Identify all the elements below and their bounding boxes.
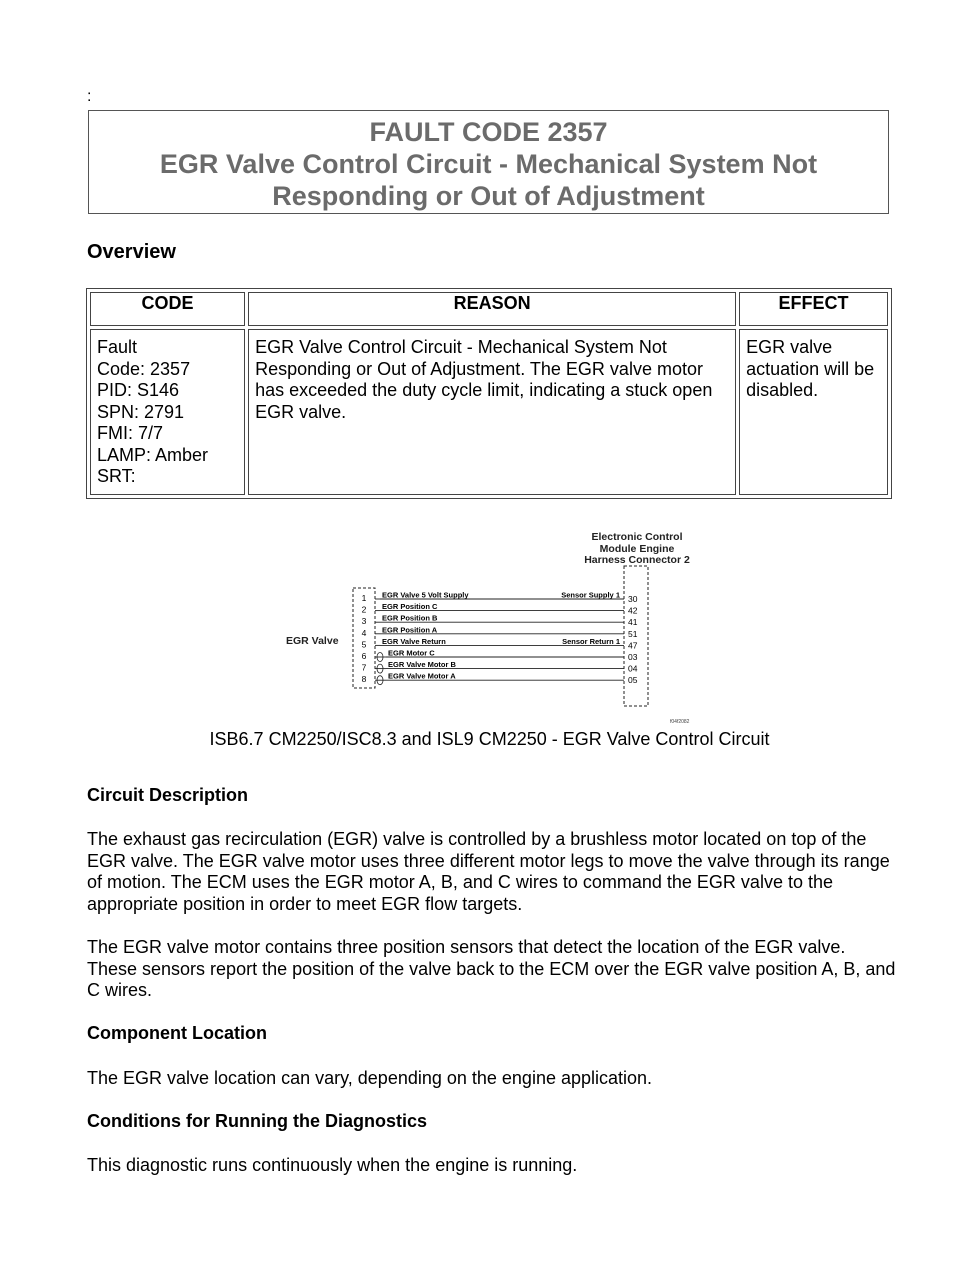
conditions-paragraph: This diagnostic runs continuously when the engine is running. bbox=[87, 1155, 578, 1175]
component-location-heading: Component Location bbox=[87, 1023, 267, 1043]
valve-connector bbox=[353, 588, 375, 688]
figure-id: f04f2082 bbox=[670, 719, 690, 725]
circuit-description-paragraph-1: The exhaust gas recirculation (EGR) valve is controlled by a brushless motor located on top of the EGR valve. The EGR valve motor uses three different motor legs to move the valve through its range of motion. The ECM uses the EGR motor A, B, and C wires to command the EGR valve to the appropriate position in order to meet EGR flow targets. bbox=[87, 829, 890, 914]
conditions-heading: Conditions for Running the Diagnostics bbox=[87, 1111, 427, 1131]
wire-label: EGR Motor C bbox=[388, 648, 435, 658]
valve-pin-number: 5 bbox=[361, 639, 367, 650]
ecm-pin-number: 05 bbox=[628, 675, 638, 686]
reason-cell: EGR Valve Control Circuit - Mechanical System Not Responding or Out of Adjustment. The EGR valve motor has exceeded the duty cycle limit, indicating a stuck open EGR valve. bbox=[248, 329, 736, 495]
code-line: FMI: 7/7 bbox=[97, 423, 164, 443]
circuit-description-paragraph-2: The EGR valve motor contains three position sensors that detect the location of the EGR valve. These sensors report the position of the valve back to the ECM over the EGR valve position A, B, and C wires. bbox=[87, 937, 896, 1000]
diagram-caption: ISB6.7 CM2250/ISC8.3 and ISL9 CM2250 - EGR Valve Control Circuit bbox=[209, 729, 770, 749]
wire-label: EGR Position A bbox=[382, 625, 438, 635]
valve-pin-number: 6 bbox=[361, 651, 367, 661]
page-marker: : bbox=[87, 88, 92, 105]
ecm-pin-number: 42 bbox=[628, 605, 638, 616]
table-row bbox=[90, 329, 888, 495]
valve-pin-number: 7 bbox=[361, 662, 367, 673]
ecm-pin-number: 51 bbox=[628, 628, 638, 639]
ecm-pin-number: 03 bbox=[628, 652, 638, 662]
ecm-label-line2: Module Engine bbox=[599, 543, 675, 555]
table-header-row bbox=[90, 292, 888, 326]
egr-circuit-diagram bbox=[280, 526, 700, 726]
fault-title-box bbox=[88, 110, 889, 214]
code-line: Fault bbox=[97, 337, 138, 357]
header-reason: REASON bbox=[248, 292, 736, 326]
code-line: LAMP: Amber bbox=[97, 444, 209, 465]
wire-group bbox=[362, 591, 638, 686]
code-line: PID: S146 bbox=[97, 380, 180, 400]
valve-pin-number: 4 bbox=[361, 627, 367, 638]
ecm-circuit-label: Sensor Supply 1 bbox=[561, 590, 620, 600]
valve-pin-number: 2 bbox=[361, 604, 367, 615]
component-location-paragraph: The EGR valve location can vary, depending on the engine application. bbox=[87, 1068, 653, 1088]
valve-pin-number: 3 bbox=[361, 616, 367, 627]
valve-pin-number: 1 bbox=[361, 593, 367, 603]
wire-label: EGR Valve 5 Volt Supply bbox=[382, 590, 469, 600]
code-line: SPN: 2791 bbox=[97, 401, 185, 422]
overview-heading: Overview bbox=[87, 241, 176, 263]
code-line: Code: 2357 bbox=[97, 358, 191, 379]
effect-cell: EGR valve actuation will be disabled. bbox=[739, 329, 888, 495]
header-code: CODE bbox=[90, 292, 245, 326]
ecm-label-line1: Electronic Control bbox=[591, 531, 683, 543]
fault-code-subtitle: EGR Valve Control Circuit - Mechanical System Not Responding or Out of Adjustment bbox=[159, 149, 818, 211]
ecm-pin-number: 30 bbox=[628, 594, 638, 604]
ecm-circuit-label: Sensor Return 1 bbox=[562, 636, 620, 646]
wire-label: EGR Valve Motor B bbox=[388, 660, 456, 670]
wire-label: EGR Valve Motor A bbox=[388, 671, 456, 681]
ecm-pin-number: 04 bbox=[628, 663, 638, 674]
valve-pin-number: 8 bbox=[361, 674, 367, 685]
wire-label: EGR Valve Return bbox=[382, 636, 446, 646]
wire-label: EGR Position C bbox=[382, 602, 438, 612]
ecm-pin-number: 41 bbox=[628, 617, 638, 628]
wire-label: EGR Position B bbox=[382, 613, 438, 623]
header-effect: EFFECT bbox=[739, 292, 888, 326]
ecm-pin-number: 47 bbox=[628, 640, 638, 651]
circuit-description-heading: Circuit Description bbox=[87, 785, 249, 805]
ecm-label-line3: Harness Connector 2 bbox=[584, 554, 690, 566]
fault-code-title: FAULT CODE 2357 bbox=[369, 117, 608, 147]
code-line: SRT: bbox=[97, 466, 136, 486]
egr-valve-label: EGR Valve bbox=[286, 635, 339, 647]
code-cell bbox=[90, 329, 245, 495]
overview-table bbox=[86, 288, 892, 499]
